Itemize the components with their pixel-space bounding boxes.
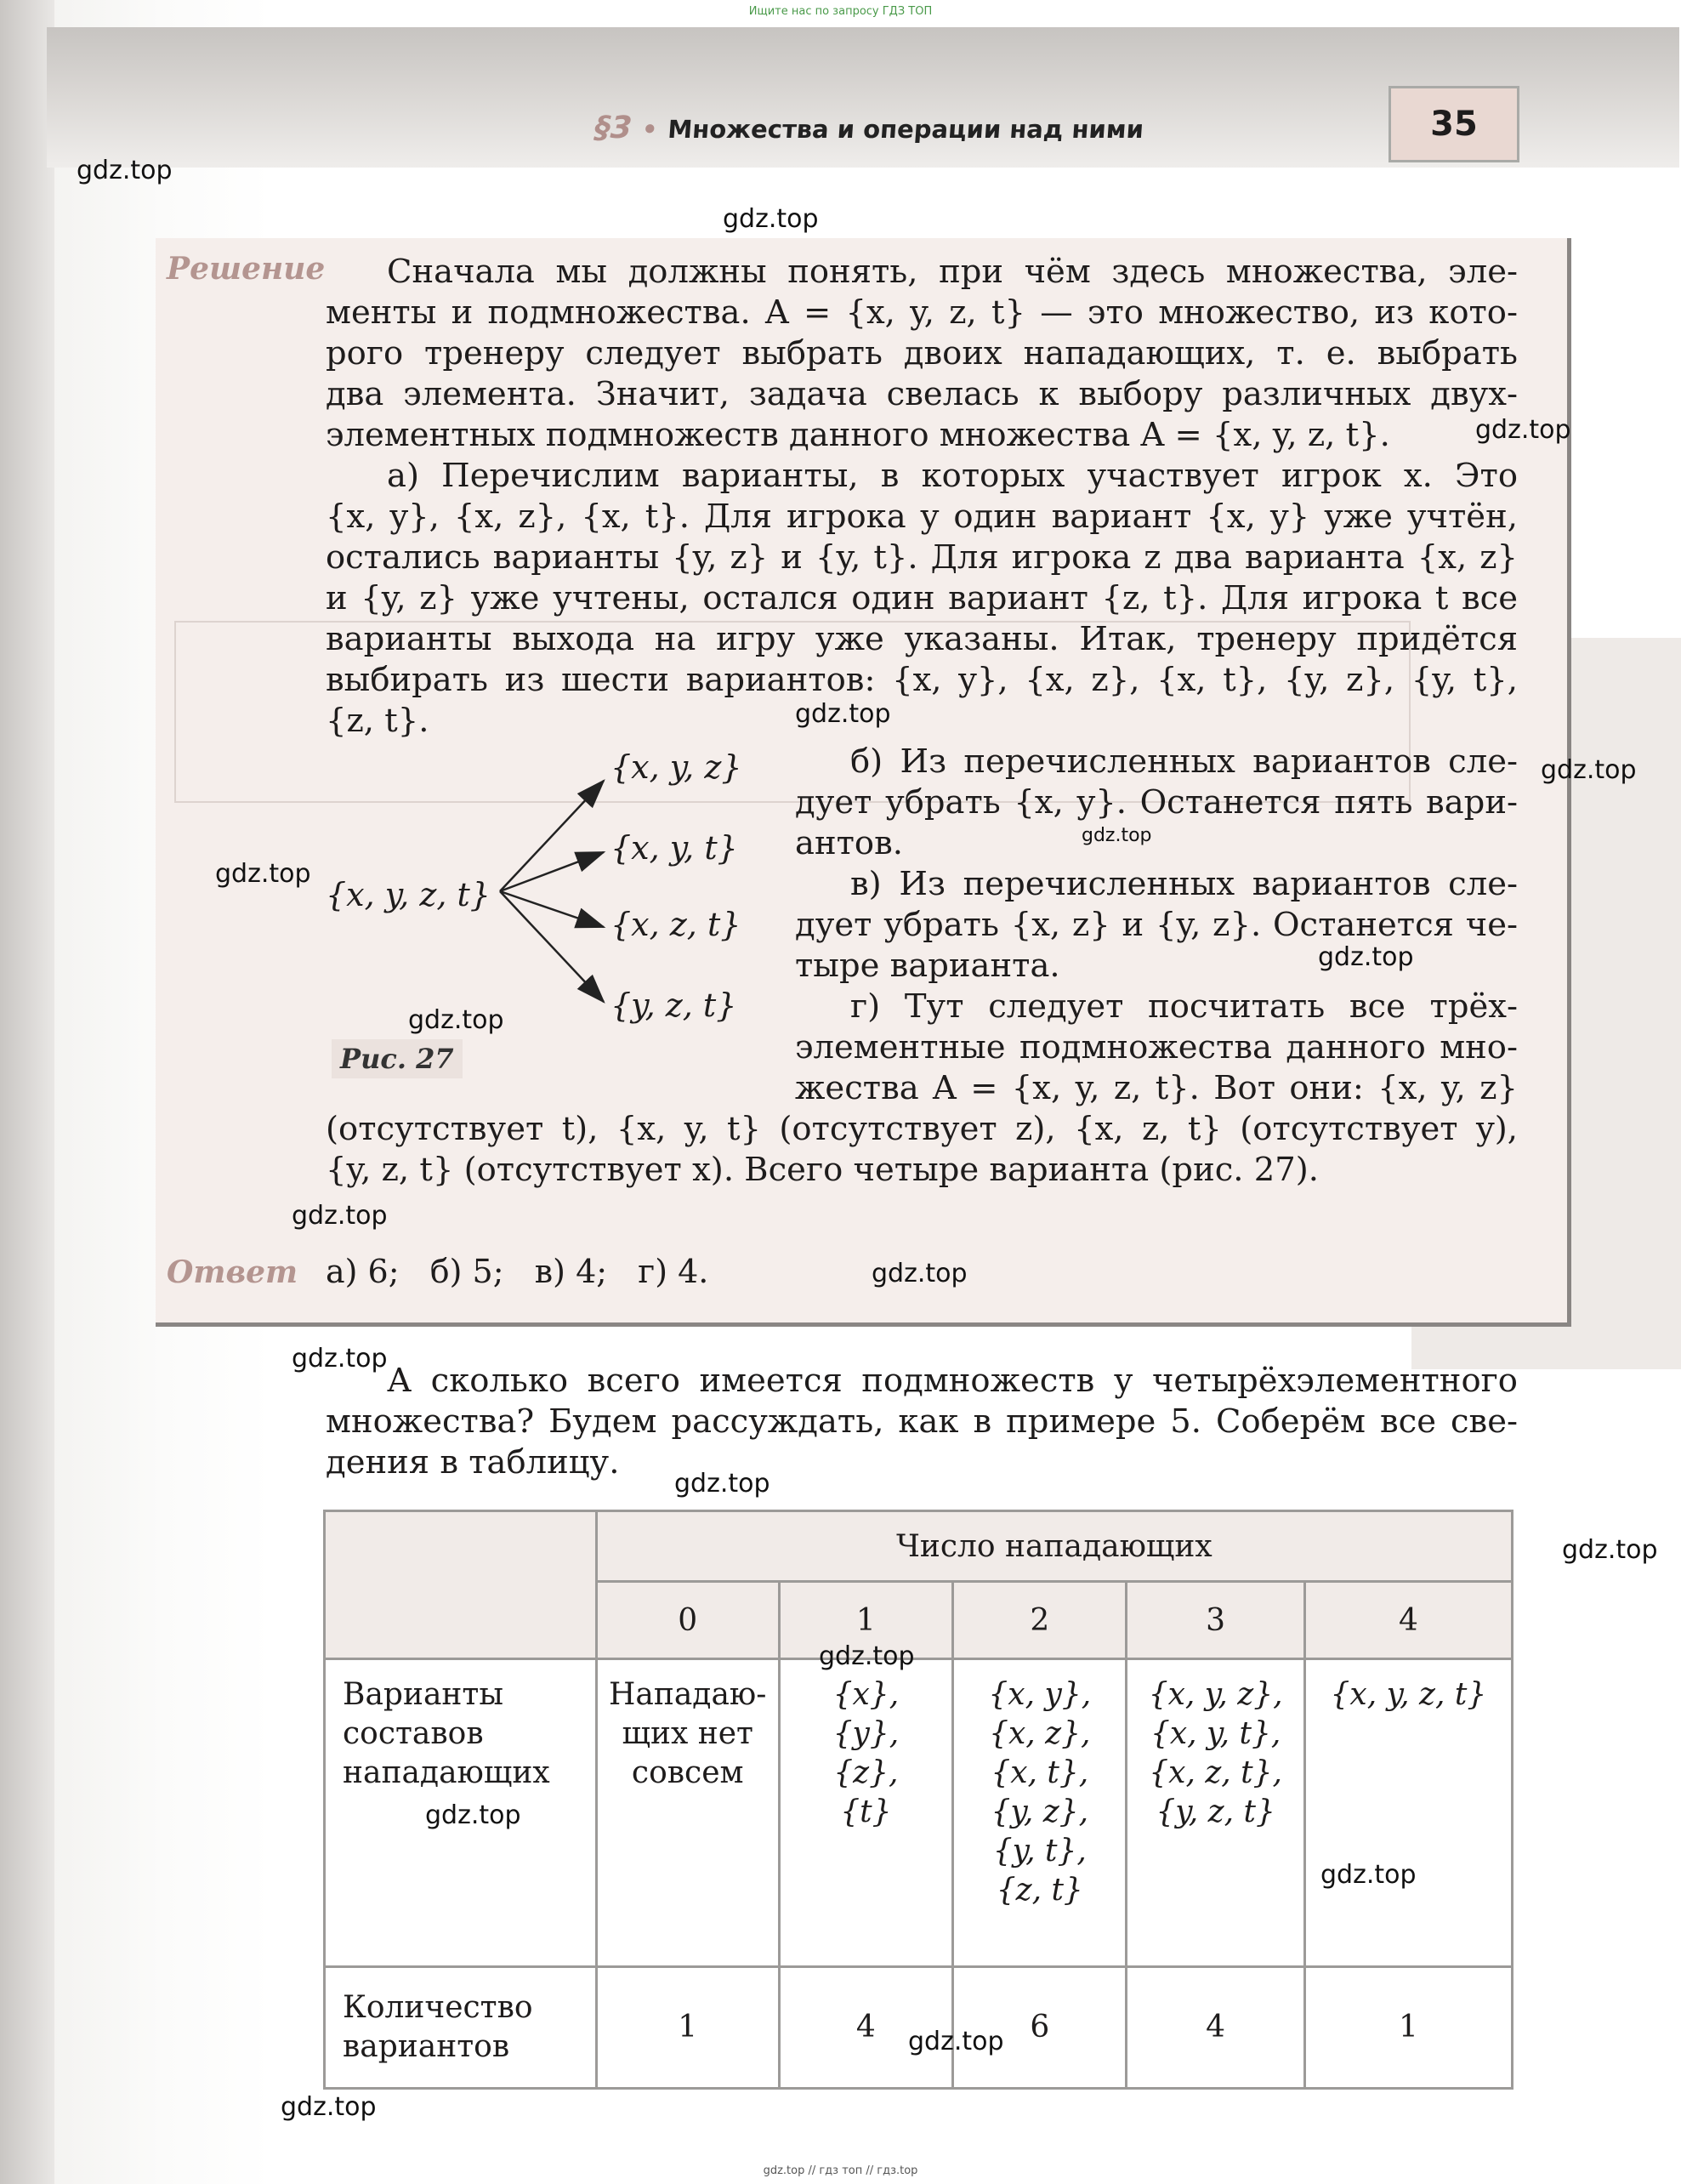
cell-line: {x, z, t}, — [1149, 1755, 1282, 1790]
part-a-line: {x, y}, {x, z}, {x, t}. Для игрока y один вариант {x, y} уже учтён, — [326, 498, 1518, 536]
watermark: gdz.top — [1320, 1860, 1417, 1890]
row-label-line: нападающих — [343, 1755, 550, 1790]
subsets-table — [323, 1510, 1513, 2090]
part-b-line: антов. — [795, 824, 904, 862]
table-column-row — [325, 1582, 1513, 1659]
part-c-line: дует убрать {x, z} и {y, z}. Останется че- — [795, 906, 1518, 944]
row-label-cell — [325, 1967, 597, 2089]
watermark: gdz.top — [908, 2027, 1004, 2056]
paragraph-line: А сколько всего имеется подмножеств у четырёхэлементного — [387, 1362, 1518, 1400]
figure-root-set: {x, y, z, t} — [326, 876, 491, 913]
figure-branch-set: {y, z, t} — [610, 987, 737, 1024]
cell-line: {x, z}, — [989, 1716, 1091, 1751]
row-label-line: вариантов — [343, 2029, 510, 2064]
table-cell: 4 — [779, 1967, 952, 2089]
section-number: §3 — [593, 111, 633, 145]
answer-label: Ответ — [167, 1254, 298, 1290]
part-g-line: {y, z, t} (отсутствует x). Всего четыре варианта (рис. 27). — [326, 1151, 1320, 1189]
cell-line: {x, y, t}, — [1150, 1716, 1281, 1751]
watermark: gdz.top — [292, 1201, 388, 1231]
page-number: 35 — [1389, 86, 1519, 162]
watermark: gdz.top — [872, 1259, 968, 1288]
solution-intro-line: менты и подмножества. A = {x, y, z, t} — это множество, из кото- — [326, 293, 1518, 332]
watermark: gdz.top — [281, 2092, 377, 2122]
table-cell — [1304, 1659, 1512, 1967]
row-label-line: Варианты — [343, 1677, 503, 1712]
figure-branch-set: {x, z, t} — [610, 906, 741, 943]
part-a-line: и {y, z} уже учтены, остался один вариант {z, t}. Для игрока t все — [326, 579, 1518, 617]
part-g-line: (отсутствует t), {x, y, t} (отсутствует z), {x, z, t} (отсутствует y), — [326, 1110, 1518, 1148]
top-note: Ищите нас по запросу ГДЗ ТОП — [748, 5, 933, 18]
paragraph-line: множества? Будем рассуждать, как в примере 5. Соберём все све- — [326, 1402, 1518, 1441]
solution-label: Решение — [167, 251, 326, 287]
watermark: gdz.top — [723, 204, 819, 234]
table-cell — [1127, 1659, 1304, 1967]
figure-27-arrows — [476, 765, 629, 1021]
part-a-line: {z, t}. — [326, 702, 429, 740]
part-b-line: б) Из перечисленных вариантов сле- — [850, 742, 1518, 781]
watermark: gdz.top — [215, 859, 311, 889]
solution-intro-line: рого тренеру следует выбрать двоих нападающих, т. е. выбрать — [326, 334, 1518, 373]
solution-intro-line: элементных подмножеств данного множества A = {x, y, z, t}. — [326, 416, 1390, 454]
solution-intro-line: Сначала мы должны понять, при чём здесь множества, эле- — [387, 253, 1518, 291]
part-c-line: в) Из перечисленных вариантов сле- — [850, 865, 1518, 903]
answer-text: а) 6; б) 5; в) 4; г) 4. — [326, 1253, 709, 1290]
table-cell: 6 — [953, 1967, 1127, 2089]
table-cell: 4 — [1127, 1967, 1304, 2089]
cell-line: {x, y, z, t} — [1330, 1677, 1487, 1712]
cell-line: {t} — [840, 1794, 892, 1829]
table-corner-cell — [325, 1511, 597, 1582]
watermark: gdz.top — [408, 1005, 504, 1035]
watermark: gdz.top — [1082, 825, 1152, 846]
part-g-line: элементные подмножества данного мно- — [795, 1028, 1518, 1066]
watermark: gdz.top — [795, 699, 891, 729]
table-column-header: 2 — [953, 1582, 1127, 1659]
watermark: gdz.top — [1562, 1535, 1658, 1565]
table-group-header: Число нападающих — [596, 1511, 1512, 1582]
cell-line: {x}, — [832, 1677, 900, 1712]
arrow-line — [500, 891, 604, 1002]
figure-caption: Рис. 27 — [332, 1039, 463, 1078]
table-cell — [953, 1659, 1127, 1967]
header-separator: • — [640, 115, 659, 144]
page-header-title — [594, 111, 1145, 145]
watermark: gdz.top — [1318, 942, 1414, 972]
cell-line: {z}, — [833, 1755, 899, 1790]
cell-line: щих нет — [622, 1716, 753, 1751]
watermark: gdz.top — [819, 1641, 915, 1671]
part-a-line: выбирать из шести вариантов: {x, y}, {x, z}, {x, t}, {y, z}, {y, t}, — [326, 661, 1518, 699]
table-cell: 1 — [1304, 1967, 1512, 2089]
part-g-line: г) Тут следует посчитать все трёх- — [850, 987, 1518, 1026]
part-a-line: остались варианты {y, z} и {y, t}. Для игрока z два варианта {x, z} — [326, 538, 1518, 577]
table-header-row — [325, 1511, 1513, 1582]
cell-line: {x, t}, — [991, 1755, 1089, 1790]
cell-line: {y, z, t} — [1156, 1794, 1275, 1829]
section-title: Множества и операции над ними — [667, 115, 1145, 144]
part-c-line: тыре варианта. — [795, 947, 1060, 985]
solution-intro-line: два элемента. Значит, задача свелась к выбору различных двух- — [326, 375, 1518, 413]
cell-line: {z, t} — [996, 1873, 1083, 1908]
table-column-header: 1 — [779, 1582, 952, 1659]
watermark: gdz.top — [674, 1469, 770, 1499]
cell-line: {y, z}, — [991, 1794, 1089, 1829]
arrow-line — [500, 852, 604, 891]
row-label-line: составов — [343, 1716, 484, 1751]
paragraph-line: дения в таблицу. — [326, 1443, 620, 1482]
watermark: gdz.top — [1541, 755, 1637, 785]
watermark: gdz.top — [425, 1800, 521, 1830]
table-cell: 1 — [596, 1967, 779, 2089]
cell-line: Нападаю- — [608, 1677, 767, 1712]
part-b-line: дует убрать {x, y}. Останется пять вари- — [795, 783, 1518, 822]
cell-line: {x, y, z}, — [1148, 1677, 1283, 1712]
watermark: gdz.top — [1475, 415, 1571, 445]
part-a-line: варианты выхода на игру уже указаны. Итак, тренеру придётся — [326, 620, 1518, 658]
watermark: gdz.top — [77, 156, 173, 185]
part-g-line: жества A = {x, y, z, t}. Вот они: {x, y, z} — [795, 1069, 1518, 1107]
part-a-line: а) Перечислим варианты, в которых участвует игрок x. Это — [387, 457, 1518, 495]
table-column-header: 0 — [596, 1582, 779, 1659]
bottom-note: gdz.top // гдз топ // гдз.top — [763, 2164, 918, 2177]
table-cell — [779, 1659, 952, 1967]
cell-line: {y, t}, — [992, 1834, 1087, 1868]
cell-line: {y}, — [832, 1716, 900, 1751]
table-corner-cell — [325, 1582, 597, 1659]
table-cell — [596, 1659, 779, 1967]
watermark: gdz.top — [292, 1344, 388, 1374]
figure-branch-set: {x, y, t} — [610, 829, 738, 867]
arrow-line — [500, 781, 604, 891]
book-spine-shadow — [0, 0, 54, 2184]
table-column-header: 4 — [1304, 1582, 1512, 1659]
table-column-header: 3 — [1127, 1582, 1304, 1659]
figure-branch-set: {x, y, z} — [610, 748, 742, 786]
cell-line: совсем — [631, 1755, 744, 1790]
row-label-line: Количество — [343, 1990, 533, 2025]
cell-line: {x, y}, — [988, 1677, 1092, 1712]
